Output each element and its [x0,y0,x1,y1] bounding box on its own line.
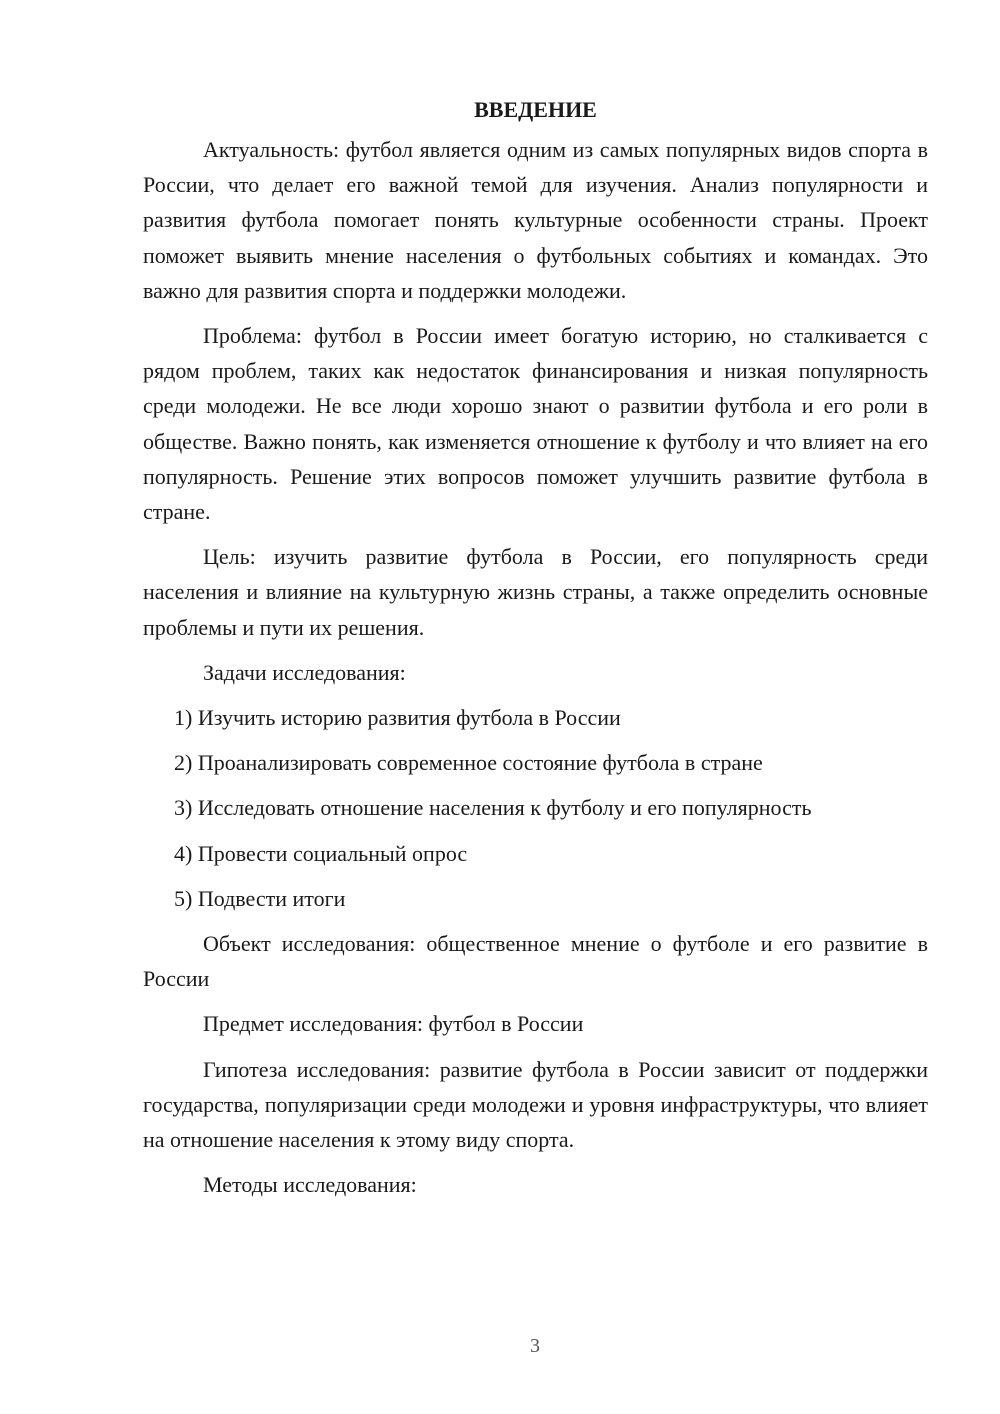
paragraph-goal: Цель: изучить развитие футбола в России, его популярность среди населения и влияние на культурную жизнь страны, а также определить основные проблемы и пути их решения. [143,544,928,640]
list-item: 2) Проанализировать современное состояние футбола в стране [174,750,763,776]
page-content [143,92,928,1212]
list-item: 3) Исследовать отношение населения к футболу и его популярность [174,795,812,821]
paragraph-hypothesis: Гипотеза исследования: развитие футбола в России зависит от поддержки государства, популяризации среди молодежи и уровня инфраструктуры, что влияет на отношение населения к этому виду спорта. [143,1056,928,1153]
list-item: 4) Провести социальный опрос [174,840,468,866]
list-item: 5) Подвести итоги [174,885,346,911]
list-item: 1) Изучить историю развития футбола в России [174,705,621,731]
tasks-list [143,700,928,916]
methods-heading: Методы исследования: [203,1172,417,1198]
tasks-heading: Задачи исследования: [203,659,406,685]
paragraph-relevance: Актуальность: футбол является одним из самых популярных видов спорта в России, что делает его важной темой для изучения. Анализ популярности и развития футбола помогает понять культурные особенности страны. Проект поможет выявить мнение населения о футбольных событиях и командах. Это важно для развития спорта и поддержки молодежи. [143,137,928,303]
paragraph-object: Объект исследования: общественное мнение о футболе и его развитие в России [143,931,928,992]
paragraph-subject: Предмет исследования: футбол в России [203,1011,584,1037]
page-title: ВВЕДЕНИЕ [474,97,597,122]
paragraph-problem: Проблема: футбол в России имеет богатую историю, но сталкивается с рядом проблем, таких как недостаток финансирования и низкая популярность среди молодежи. Не все люди хорошо знают о развитии футбола и его роли в обществе. Важно понять, как изменяется отношение к футболу и что влияет на его популярность. Решение этих вопросов поможет улучшить развитие футбола в стране. [143,323,928,525]
page-number: 3 [530,1335,540,1357]
